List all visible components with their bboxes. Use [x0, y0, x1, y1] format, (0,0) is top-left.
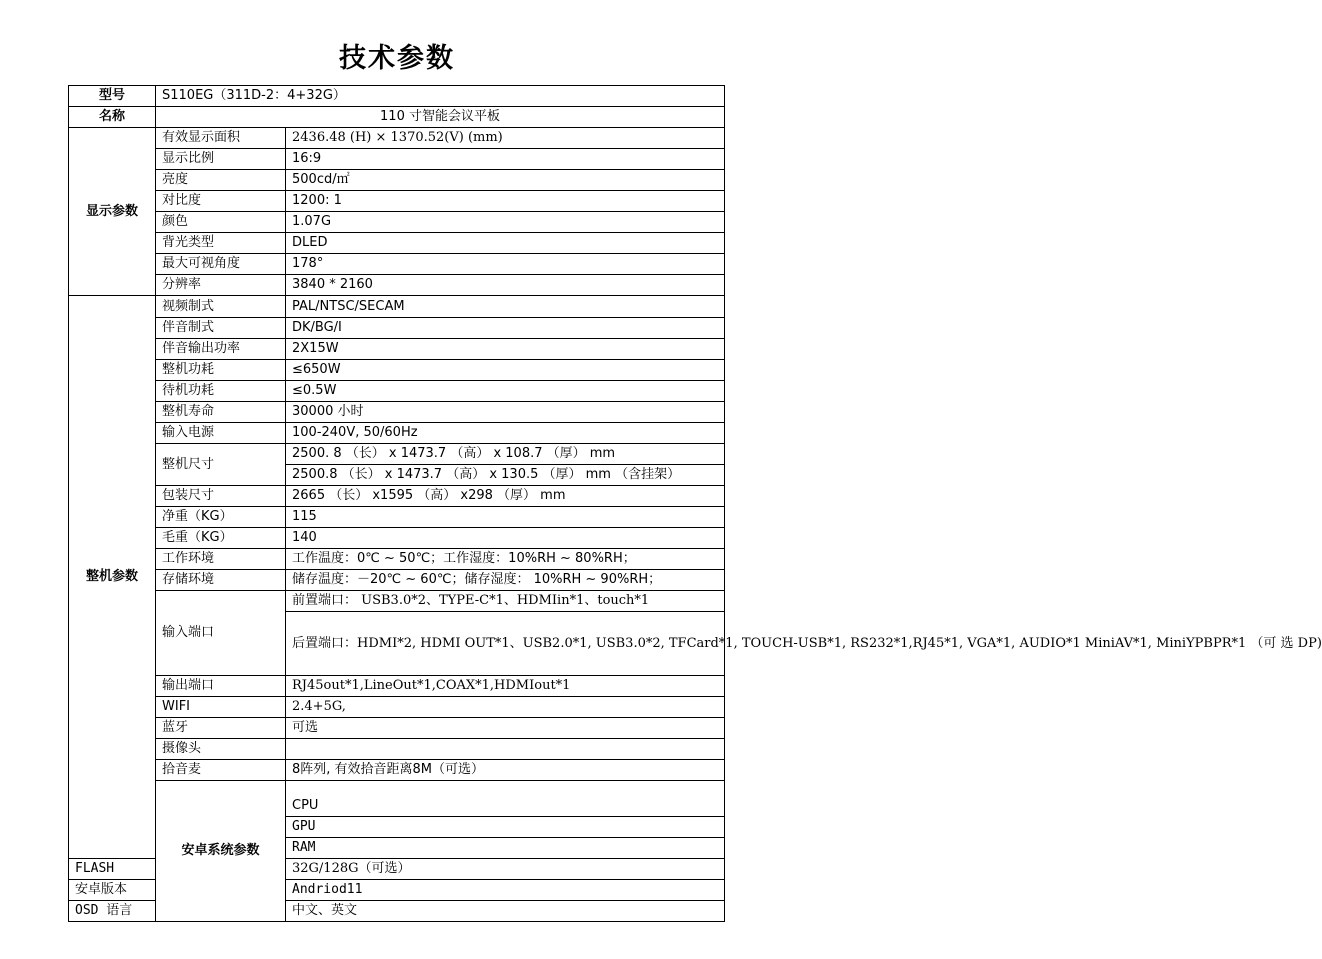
- table-row: [69, 275, 725, 296]
- param-value: 2.4+5G,: [286, 697, 725, 718]
- param-value: ≤0.5W: [286, 381, 725, 402]
- param-value: 可选: [286, 718, 725, 739]
- param-label: 存储环境: [156, 570, 286, 591]
- param-label: 整机尺寸: [156, 444, 286, 486]
- table-row: [69, 402, 725, 423]
- param-label: 视频制式: [156, 296, 286, 318]
- table-row: [69, 697, 725, 718]
- param-value: 工作温度：0℃ ~ 50℃；工作湿度：10%RH ~ 80%RH；: [286, 549, 725, 570]
- param-label: 颜色: [156, 212, 286, 233]
- param-label: 伴音制式: [156, 318, 286, 339]
- param-label: 有效显示面积: [156, 128, 286, 149]
- param-label: GPU: [286, 817, 725, 838]
- page-title: 技术参数: [339, 43, 455, 74]
- param-label: WIFI: [156, 697, 286, 718]
- param-value: 140: [286, 528, 725, 549]
- param-label: 最大可视角度: [156, 254, 286, 275]
- param-label: RAM: [286, 838, 725, 859]
- category-machine: 整机参数: [69, 296, 156, 859]
- param-value: 前置端口： USB3.0*2、TYPE-C*1、HDMIin*1、touch*1: [286, 591, 725, 612]
- param-value: ≤650W: [286, 360, 725, 381]
- param-value: 100-240V, 50/60Hz: [286, 423, 725, 444]
- param-value: 500cd/㎡: [286, 170, 725, 191]
- table-row: [69, 486, 725, 507]
- table-row: [69, 339, 725, 360]
- table-row: [69, 570, 725, 591]
- param-value: RJ45out*1,LineOut*1,COAX*1,HDMIout*1: [286, 676, 725, 697]
- param-label: 整机寿命: [156, 402, 286, 423]
- table-row: [69, 128, 725, 149]
- param-label: 伴音输出功率: [156, 339, 286, 360]
- param-label: 包装尺寸: [156, 486, 286, 507]
- param-label: 待机功耗: [156, 381, 286, 402]
- param-value: 32G/128G（可选）: [286, 859, 725, 880]
- table-row: [69, 170, 725, 191]
- table-row: [69, 444, 725, 465]
- param-label: 工作环境: [156, 549, 286, 570]
- param-value: 30000 小时: [286, 402, 725, 423]
- category-android: 安卓系统参数: [156, 781, 286, 922]
- table-row: [69, 254, 725, 275]
- param-label: 毛重（KG）: [156, 528, 286, 549]
- table-row: [69, 528, 725, 549]
- param-label: 安卓版本: [69, 880, 156, 901]
- param-value: 储存温度：－20℃ ~ 60℃；储存湿度： 10%RH ~ 90%RH；: [286, 570, 725, 591]
- param-value: 2665 （长） x1595 （高） x298 （厚） mm: [286, 486, 725, 507]
- param-label: 摄像头: [156, 739, 286, 760]
- param-value: 2500. 8 （长） x 1473.7 （高） x 108.7 （厚） mm: [286, 444, 725, 465]
- spec-table: [68, 85, 1322, 922]
- param-value: 16:9: [286, 149, 725, 170]
- param-value: 2436.48 (H) × 1370.52(V) (mm): [286, 128, 725, 149]
- table-row: [69, 591, 725, 612]
- param-label: FLASH: [69, 859, 156, 880]
- table-row: [69, 676, 725, 697]
- param-value: 2500.8 （长） x 1473.7 （高） x 130.5 （厚） mm （含挂架）: [286, 465, 725, 486]
- param-value: 1200: 1: [286, 191, 725, 212]
- table-row: [69, 212, 725, 233]
- param-value: 178°: [286, 254, 725, 275]
- model-label: 型号: [69, 86, 156, 107]
- param-label: 分辨率: [156, 275, 286, 296]
- param-label: 整机功耗: [156, 360, 286, 381]
- param-label: 显示比例: [156, 149, 286, 170]
- param-label: OSD 语言: [69, 901, 156, 922]
- table-row-model: [69, 86, 725, 107]
- param-value: DLED: [286, 233, 725, 254]
- table-row: [69, 296, 725, 318]
- table-row: [69, 233, 725, 254]
- param-value: 2X15W: [286, 339, 725, 360]
- param-value: 1.07G: [286, 212, 725, 233]
- param-label: 背光类型: [156, 233, 286, 254]
- table-row: [69, 381, 725, 402]
- param-value: PAL/NTSC/SECAM: [286, 296, 725, 318]
- param-value: 后置端口：HDMI*2, HDMI OUT*1、USB2.0*1, USB3.0*2, TFCard*1, TOUCH-USB*1, RS232*1,RJ45*1, VGA*1, AUDIO*1 MiniAV*1, MiniYPBPR*1 （可 选 DP): [286, 612, 725, 676]
- param-value: 8阵列, 有效拾音距离8M（可选）: [286, 760, 725, 781]
- table-row: [69, 507, 725, 528]
- param-value: Andriod11: [286, 880, 725, 901]
- param-label: 蓝牙: [156, 718, 286, 739]
- param-value: 115: [286, 507, 725, 528]
- name-value: 110 寸智能会议平板: [156, 107, 725, 128]
- model-value: S110EG（311D-2：4+32G）: [156, 86, 725, 107]
- table-row: [69, 360, 725, 381]
- param-label: 拾音麦: [156, 760, 286, 781]
- param-label: 亮度: [156, 170, 286, 191]
- name-label: 名称: [69, 107, 156, 128]
- param-value: [286, 739, 725, 760]
- param-value: 3840 * 2160: [286, 275, 725, 296]
- table-row: [69, 760, 725, 781]
- param-value: 中文、英文: [286, 901, 725, 922]
- param-label: 对比度: [156, 191, 286, 212]
- param-value: DK/BG/I: [286, 318, 725, 339]
- param-label: CPU: [286, 781, 725, 817]
- category-display: 显示参数: [69, 128, 156, 296]
- param-label: 输入电源: [156, 423, 286, 444]
- param-label: 输入端口: [156, 591, 286, 676]
- table-row-name: [69, 107, 725, 128]
- table-row: [69, 318, 725, 339]
- table-row: [69, 781, 725, 817]
- table-row: [69, 191, 725, 212]
- table-row: [69, 739, 725, 760]
- param-label: 输出端口: [156, 676, 286, 697]
- table-row: [69, 549, 725, 570]
- table-row: [69, 718, 725, 739]
- table-row: [69, 423, 725, 444]
- param-label: 净重（KG）: [156, 507, 286, 528]
- table-row: [69, 149, 725, 170]
